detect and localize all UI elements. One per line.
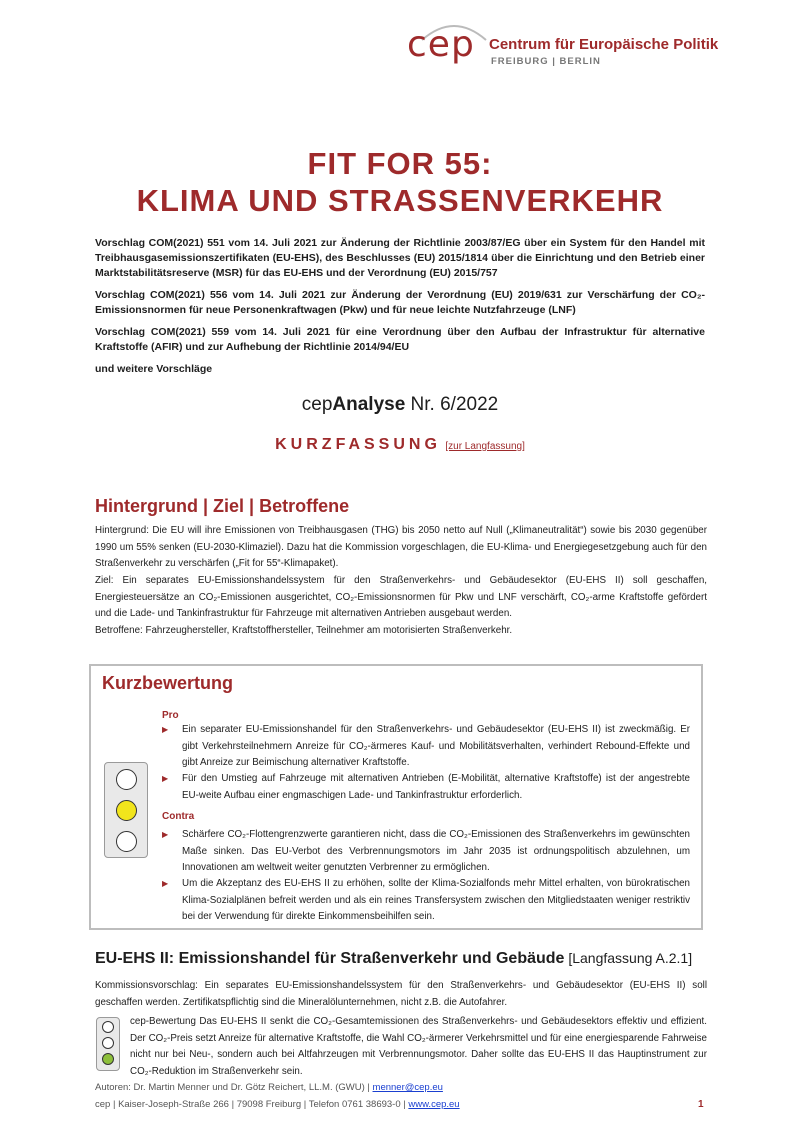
title-line-2: KLIMA UND STRASSENVERKEHR bbox=[136, 183, 664, 218]
traffic-light-middle-icon bbox=[116, 800, 137, 821]
bullet-triangle-icon: ▶ bbox=[162, 879, 169, 888]
traffic-light-icon bbox=[104, 762, 148, 858]
footer-authors bbox=[95, 1082, 443, 1093]
analyse-nr: Nr. 6/2022 bbox=[405, 394, 499, 415]
contra-bullet bbox=[162, 827, 690, 877]
kurzbewertung-heading: Kurzbewertung bbox=[102, 673, 234, 693]
bullet-triangle-icon: ▶ bbox=[162, 774, 169, 783]
betroffene-paragraph: Betroffene: Fahrzeughersteller, Kraftstoffhersteller, Teilnehmer am motorisierten Straßenverkehr. bbox=[95, 625, 513, 636]
analyse-bold: Analyse bbox=[332, 394, 406, 415]
ziel-paragraph: Ziel: Ein separates EU-Emissionshandelssystem für den Straßenverkehrs- und Gebäudesektor (EU-EHS II) soll geschaffen, Energiesteuersätze an CO₂-Emissionen ausgerichtet, CO₂-Emissionsnormen für Pkw und LNF verschärft, CO₂-arme Kraftstoffe gefördert und die Lade- und Tankinfrastruktur für Fahrzeuge mit alternativen Antrieben ausgebaut werden. bbox=[95, 575, 707, 619]
ehs-heading bbox=[95, 950, 692, 968]
hintergrund-heading: Hintergrund | Ziel | Betroffene bbox=[95, 496, 350, 516]
contra-text-2: Um die Akzeptanz des EU-EHS II zu erhöhen, sollte der Klima-Sozialfonds mehr Mittel erhalten, von bürokratischen Klima-Sozialplänen befreit werden und als ein reines Transfersystem zwischen den Mitgliedstaaten weniger restriktiv bei der Verwendung für direkte Einkommensbeihilfen sein. bbox=[182, 878, 690, 922]
langfassung-link[interactable]: [zur Langfassung] bbox=[445, 441, 525, 452]
small-light-bottom-icon bbox=[102, 1053, 114, 1065]
email-link[interactable]: menner@cep.eu bbox=[372, 1082, 443, 1093]
kurzfassung bbox=[0, 436, 800, 454]
pro-label: Pro bbox=[162, 710, 179, 721]
page-number: 1 bbox=[698, 1099, 704, 1110]
logo-cities: FREIBURG | BERLIN bbox=[491, 56, 601, 67]
analyse-prefix: cep bbox=[301, 394, 333, 415]
ehs-heading-ref: [Langfassung A.2.1] bbox=[564, 950, 693, 966]
logo-name: Centrum für Europäische Politik bbox=[489, 36, 719, 53]
small-light-middle-icon bbox=[102, 1037, 114, 1049]
small-light-top-icon bbox=[102, 1021, 114, 1033]
proposal-more: und weitere Vorschläge bbox=[95, 363, 213, 375]
pro-text-2: Für den Umstieg auf Fahrzeuge mit alternativen Antrieben (E-Mobilität, alternative Kraftstoffe) ist der angestrebte EU-weite Aufbau einer engmaschigen Lade- und Tankinfrastruktur erforderlich. bbox=[182, 773, 690, 801]
footer-address bbox=[95, 1099, 460, 1110]
cep-bewertung-paragraph: cep-Bewertung Das EU-EHS II senkt die CO₂-Gesamtemissionen des Straßenverkehrs- und Gebäudesektors effektiv und effizient. Der CO₂-Preis setzt Anreize für alternative Kraftstoffe, die Wahl CO₂-ärmerer Verkehrsmittel und für eine energiesparende Fahrweise nicht nur bei Neu-, sondern auch bei Altfahrzeugen mit Verbrennungsmotor. Daher sollte das EU-EHS II das Hauptinstrument zur CO₂-Reduktion im Straßenverkehr sein. bbox=[130, 1016, 707, 1077]
bullet-triangle-icon: ▶ bbox=[162, 725, 169, 734]
proposal-1: Vorschlag COM(2021) 551 vom 14. Juli 2021 zur Änderung der Richtlinie 2003/87/EG über ein System für den Handel mit Treibhausgasemissionszertifikaten (EU-EHS), des Beschlusses (EU) 2015/1814 über die Einrichtung und den Betrieb einer Marktstabilitätsreserve (MSR) für das EU-EHS und der Verordnung (EU) 2015/757 bbox=[95, 237, 705, 279]
pro-bullet bbox=[162, 771, 690, 804]
bullet-triangle-icon: ▶ bbox=[162, 830, 169, 839]
hintergrund-paragraph: Hintergrund: Die EU will ihre Emissionen von Treibhausgasen (THG) bis 2050 netto auf Null („Klimaneutralität“) sowie bis 2030 gegenüber 1990 um 55% senken (EU-2030-Klimaziel). Dazu hat die Kommission vorgeschlagen, die EU-Klima- und Energiegesetzgebung auch für den Straßenverkehr zu verschärfen („Fit for 55“-Klimapaket). bbox=[95, 525, 707, 569]
contra-text-1: Schärfere CO₂-Flottengrenzwerte garantieren nicht, dass die CO₂-Emissionen des Straßenverkehrs im gewünschten Maße sinken. Das EU-Verbot des Verbrennungsmotors im Jahr 2035 ist ordnungspolitisch abzulehnen, um Innovationen am weltweit weiter genutzten Verbrenner zu ermöglichen. bbox=[182, 829, 690, 873]
analyse-number bbox=[0, 394, 800, 416]
logo-mark: cep bbox=[407, 24, 475, 65]
ehs-heading-text: EU-EHS II: Emissionshandel für Straßenverkehr und Gebäude bbox=[95, 950, 565, 967]
address-text: cep | Kaiser-Joseph-Straße 266 | 79098 Freiburg | Telefon 0761 38693-0 | bbox=[95, 1099, 409, 1110]
traffic-light-bottom-icon bbox=[116, 831, 137, 852]
traffic-light-top-icon bbox=[116, 769, 137, 790]
proposal-3: Vorschlag COM(2021) 559 vom 14. Juli 2021 für eine Verordnung über den Aufbau der Infrastruktur für alternative Kraftstoffe (AFIR) und zur Aufhebung der Richtlinie 2014/94/EU bbox=[95, 326, 705, 353]
contra-label: Contra bbox=[162, 811, 195, 822]
pro-text-1: Ein separater EU-Emissionshandel für den Straßenverkehrs- und Gebäudesektor (EU-EHS II) ist zweckmäßig. Er gibt Verkehrsteilnehmern Anreize für CO₂-ärmeres Kauf- und Mobilitätsverhalten, verhindert Rebound-Effekte und gibt Anreize zur Beimischung alternativer Kraftstoffe. bbox=[182, 724, 690, 768]
proposal-2: Vorschlag COM(2021) 556 vom 14. Juli 2021 zur Änderung der Verordnung (EU) 2019/631 zur Verschärfung der CO₂-Emissionsnormen für neue Personenkraftwagen (Pkw) und für neue leichte Nutzfahrzeuge (LNF) bbox=[95, 289, 705, 316]
kurzfassung-label: KURZFASSUNG bbox=[275, 436, 441, 453]
contra-bullet bbox=[162, 876, 690, 926]
website-link[interactable]: www.cep.eu bbox=[408, 1099, 460, 1110]
kommissionsvorschlag-paragraph: Kommissionsvorschlag: Ein separates EU-Emissionshandelssystem für den Straßenverkehrs- und Gebäudesektor (EU-EHS II) soll geschaffen werden. Zertifikatspflichtig sind die Mineralölunternehmen, nicht z.B. die Autofahrer. bbox=[95, 980, 707, 1008]
pro-bullet bbox=[162, 722, 690, 772]
authors-text: Autoren: Dr. Martin Menner und Dr. Götz Reichert, LL.M. (GWU) | bbox=[95, 1082, 373, 1093]
title-line-1: FIT FOR 55: bbox=[307, 146, 493, 181]
traffic-light-small-icon bbox=[96, 1017, 120, 1071]
